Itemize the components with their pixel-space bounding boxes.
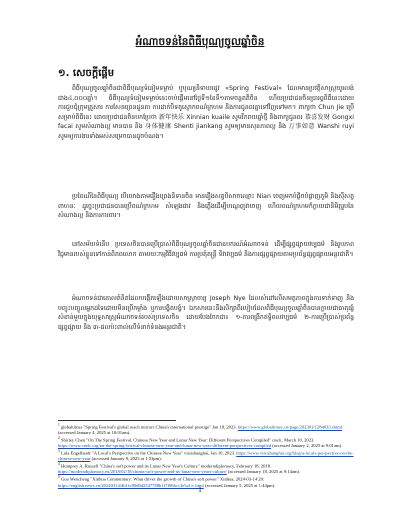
footnote-link[interactable]: https://www.cnelc.org/on-the-spring-festival-chinese-new-year-and-lunar-new-year-different-perspectives-compiled xyxy=(58,443,272,449)
footnote xyxy=(58,462,358,475)
footnote-text: Shirley Chen "On The Spring Festival, Chinese New Year and Lunar New Year: Different Perspectives Compiled" cnelc, March 10, 2023. xyxy=(60,437,315,443)
footnote xyxy=(58,436,358,449)
footnote-text: globaltimes "Spring Festival's global reach mirrors China's international prestige" Jan 18, 2023. xyxy=(60,424,237,430)
footnote xyxy=(58,449,358,462)
paragraph-2 xyxy=(58,192,354,221)
footnote xyxy=(58,423,358,436)
paragraph-3 xyxy=(58,240,354,259)
paragraph-text: អំណាចទន់ជាគោលគំនិតដែលបង្កើតឡើងដោយសាស្ត្រាចារ្យ Joseph Nye ដែលសំដៅលើសមត្ថភាពក្នុងការទាក់ទាញ និងបញ្ចុះបញ្ចូលអ្នកដទៃដោយមិនប្រើកម្លាំង ឬការបង្ខិតបង្ខំ។ ឯកសារនេះនឹងសិក្សាពីរបៀបដែលពិធីបុណ្យចូលឆ្នាំចិនបានក្លាយជាធាតុផ្សំសំខាន់មួយក្នុងយុទ្ធសាស្ត្រអំណាចទន់របស់ប្រទេសចិន ដោយបែងចែកជា៖ ១-ការពង្រីកឥទ្ធិពលវប្បធម៌ ២-ការប្រើប្រាស់ប្រព័ន្ធផ្សព្វផ្សាយ និង ៣-ផលប៉ះពាល់លើទំនាក់ទំនងអន្តរជាតិ។ xyxy=(58,295,354,331)
footnote-accessed: (accessed January 5, 2025 at 1:44pm). xyxy=(205,482,276,488)
section-heading: ១. សេចក្ដីផ្ដើម xyxy=(58,68,115,79)
footnote-number: 5 xyxy=(58,475,60,480)
footnote-accessed: (accessed January 18, 2025 at 9:14am). xyxy=(227,469,301,475)
footnote-accessed: (accessed January 4, 2025 at 10:01am). xyxy=(58,430,131,436)
footnote-link[interactable]: https://moderndiplomacy.eu/2018/02/18/chinas-soft-power-and-its-lunar-new-years-culture/ xyxy=(58,469,227,475)
footnote-accessed: (accessed January 9, 2025 at 1:53pm). xyxy=(91,456,162,462)
footnote-number: 2 xyxy=(58,436,60,441)
paragraph-text: ប្រពៃណីនៃពិធីបុណ្យ បើយោងតាមរឿងព្រេងនិទានចិន មានរឿងសត្វបិសាចឈ្មោះ Nian ចេញមកបំផ្លិចបំផ្លាញភូមិ និងស៊ីសត្វពាហនៈ ដូច្នេះប្រជាជនបានប្រើពណ៌ក្រហម សំឡេងផាវ និងភ្លើងដើម្បីបណ្ដេញវាចេញ ហើយពណ៌ក្រហមក៏ក្លាយជានិមិត្តរូបនៃសំណាងល្អ និងការការពារ។ xyxy=(58,193,354,219)
footnote-number: 3 xyxy=(58,449,60,454)
footnote-text: Lula Engelhardt "A Local's Perspective on the Chinese New Year" visitshanghai, Jan 10, 2023. xyxy=(60,450,236,456)
footnote-number: 1 xyxy=(58,423,60,427)
document-title: អំណាចទន់នៃពិធីបុណ្យចូលឆ្នាំចិន xyxy=(135,36,265,48)
footnotes xyxy=(58,423,358,489)
paragraph-text: ពិធីបុណ្យចូលឆ្នាំចិនជាពិធីបុណ្យទំនៀមទម្លាប់ ឬបុណ្យនិទាឃរដូវ «Spring Festival» ដែលមានប្រវត្តិសាស្ត្រយូរលង់ជាង៤,០០០ឆ្នាំ។ ពិធីបុណ្យទំនៀមទម្លាប់នេះចាប់ផ្ដើមនៅថ្ងៃទី១ខែទី១តាមចន្ទគតិចិន ហើយប្រជាជនចិនប្រារព្ធពិធីនេះដោយការជួបជុំក្រុមគ្រួសារ ការសែនព្រេនដូនតា ការដាក់បិទគូស្លោកពណ៌ក្រហម និងការជូនពរគ្នាទៅវិញទៅមក។ ពាក្យថា Chun Jie ប្រើសម្រាប់ពិធីនេះ ដោយប្រជាជនចិនបកប្រែថា 新年快乐 Xinnian kuaile សូមរីករាយឆ្នាំថ្មី និងពាក្យជូនពរ 恭喜发财 Gongxi facai សូមសំណាងល្អ មានបាន និង 身体健康 Shenti jiankang សូមឲ្យមានសុខភាពល្អ និង 万事如意 Wanshi ruyi សូមឲ្យការងារទាំងអស់សម្រេចបានដូចបំណង។ xyxy=(58,85,354,140)
footnote-link[interactable]: https://www.visitshanghai.org/blog/a-locals-perspective-on-the-chinese-new-year xyxy=(58,450,354,462)
footnote-text: Guo Wencheng "Xinhua Commentary: What drives the growth of China's soft power" Xinhua, 2024-03-14 20: xyxy=(60,476,265,482)
paragraph-4 xyxy=(58,294,354,332)
page-number: 1 xyxy=(198,486,202,494)
footnote-link[interactable]: https://www.globaltimes.cn/page/202301/1284033.shtml xyxy=(237,424,343,430)
footnote-accessed: (accessed January 2, 2025 at 9:01am). xyxy=(272,443,343,449)
footnote-text: Humprey A. Russell "China's soft power and its Lunar New Year's Culture" moderndiplomacy, February 18, 2018. xyxy=(60,463,272,469)
footnote-number: 4 xyxy=(58,462,60,467)
footnote-divider xyxy=(58,420,176,421)
paragraph-text: នៅសម័យទំនើប ប្រទេសចិនបានប្រើប្រាស់ពិធីបុណ្យចូលឆ្នាំចិនជាឧបករណ៍អំណាចទន់ ដើម្បីផ្សព្វផ្សាយវប្បធម៌ និងរូបភាពវិជ្ជមានរបស់ខ្លួនទៅកាន់ពិភពលោក តាមរយៈកម្មវិធីវប្បធម៌ ការប្រគុំតន្ត្រី ទិវាវប្បធម៌ និងការផ្សព្វផ្សាយតាមប្រព័ន្ធផ្សព្វផ្សាយអន្តរជាតិ។ xyxy=(58,241,354,258)
paragraph-1 xyxy=(58,84,354,141)
footnote-link[interactable]: https://english.news.cn/20240314/db1fc80d8d2347788b1f7f96bcc3e5a1/c.html xyxy=(58,482,204,488)
